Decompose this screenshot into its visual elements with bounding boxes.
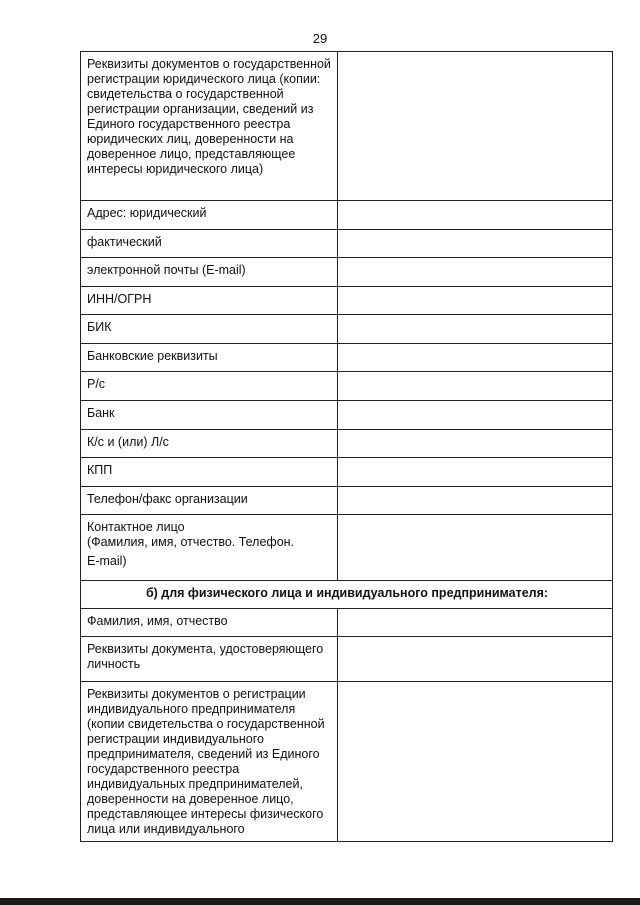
table-row: [81, 637, 613, 682]
row-label-inn-ogrn: ИНН/ОГРН: [81, 287, 338, 315]
row-value-account[interactable]: [338, 372, 613, 401]
row-label-identity-doc: Реквизиты документа, удостоверяющего личность: [81, 637, 338, 682]
row-value-identity-doc[interactable]: [338, 637, 613, 682]
table-row: [81, 287, 613, 315]
row-value-actual-address[interactable]: [338, 230, 613, 258]
row-label-corr-account: К/с и (или) Л/с: [81, 430, 338, 458]
requisites-table: [80, 51, 613, 842]
scan-edge-strip: [0, 898, 640, 905]
row-value-registration-docs[interactable]: [338, 52, 613, 201]
row-label-legal-address: Адрес: юридический: [81, 201, 338, 230]
table-row: [81, 609, 613, 637]
contact-person-line-2: (Фамилия, имя, отчество. Телефон.: [87, 535, 295, 549]
table-row: [81, 458, 613, 487]
row-value-bank-details[interactable]: [338, 344, 613, 372]
row-value-email[interactable]: [338, 258, 613, 287]
section-b-heading: б) для физического лица и индивидуального предпринимателя:: [81, 581, 613, 609]
row-value-bik[interactable]: [338, 315, 613, 344]
table-row: [81, 430, 613, 458]
table-row: [81, 401, 613, 430]
row-label-contact-person: [81, 515, 338, 581]
table-row: [81, 315, 613, 344]
row-value-corr-account[interactable]: [338, 430, 613, 458]
table-row: [81, 515, 613, 581]
row-label-bank-details: Банковские реквизиты: [81, 344, 338, 372]
table-row: [81, 487, 613, 515]
table-row: [81, 52, 613, 201]
row-value-entrepreneur-docs[interactable]: [338, 682, 613, 842]
page-number: 29: [312, 31, 328, 46]
row-value-bank[interactable]: [338, 401, 613, 430]
row-label-bank: Банк: [81, 401, 338, 430]
row-label-email: электронной почты (E-mail): [81, 258, 338, 287]
row-label-entrepreneur-docs: Реквизиты документов о регистрации индивидуального предпринимателя (копии свидетельства о государственной регистрации индивидуального предпринимателя, сведений из Единого государственного реестра индивидуальных предпринимателей, доверенности на доверенное лицо, представляющее интересы физического лица или индивидуального: [81, 682, 338, 842]
row-value-full-name[interactable]: [338, 609, 613, 637]
row-label-bik: БИК: [81, 315, 338, 344]
table-row: [81, 201, 613, 230]
contact-person-line-1: Контактное лицо: [87, 520, 185, 534]
row-label-org-phone: Телефон/факс организации: [81, 487, 338, 515]
row-value-contact-person[interactable]: [338, 515, 613, 581]
table-row: [81, 230, 613, 258]
row-value-org-phone[interactable]: [338, 487, 613, 515]
table-row: [81, 372, 613, 401]
row-value-legal-address[interactable]: [338, 201, 613, 230]
row-value-kpp[interactable]: [338, 458, 613, 487]
row-value-inn-ogrn[interactable]: [338, 287, 613, 315]
table-row: [81, 258, 613, 287]
table-row: [81, 344, 613, 372]
contact-person-line-3: E-mail): [87, 554, 127, 568]
row-label-registration-docs: Реквизиты документов о государственной регистрации юридического лица (копии: свидетельства о государственной регистрации организации, сведений из Единого государственного реестра юридических лиц, доверенности на доверенное лицо, представляющее интересы юридического лица): [81, 52, 338, 201]
row-label-account: Р/с: [81, 372, 338, 401]
row-label-actual-address: фактический: [81, 230, 338, 258]
row-label-full-name: Фамилия, имя, отчество: [81, 609, 338, 637]
table-row: [81, 682, 613, 842]
row-label-kpp: КПП: [81, 458, 338, 487]
section-row: [81, 581, 613, 609]
